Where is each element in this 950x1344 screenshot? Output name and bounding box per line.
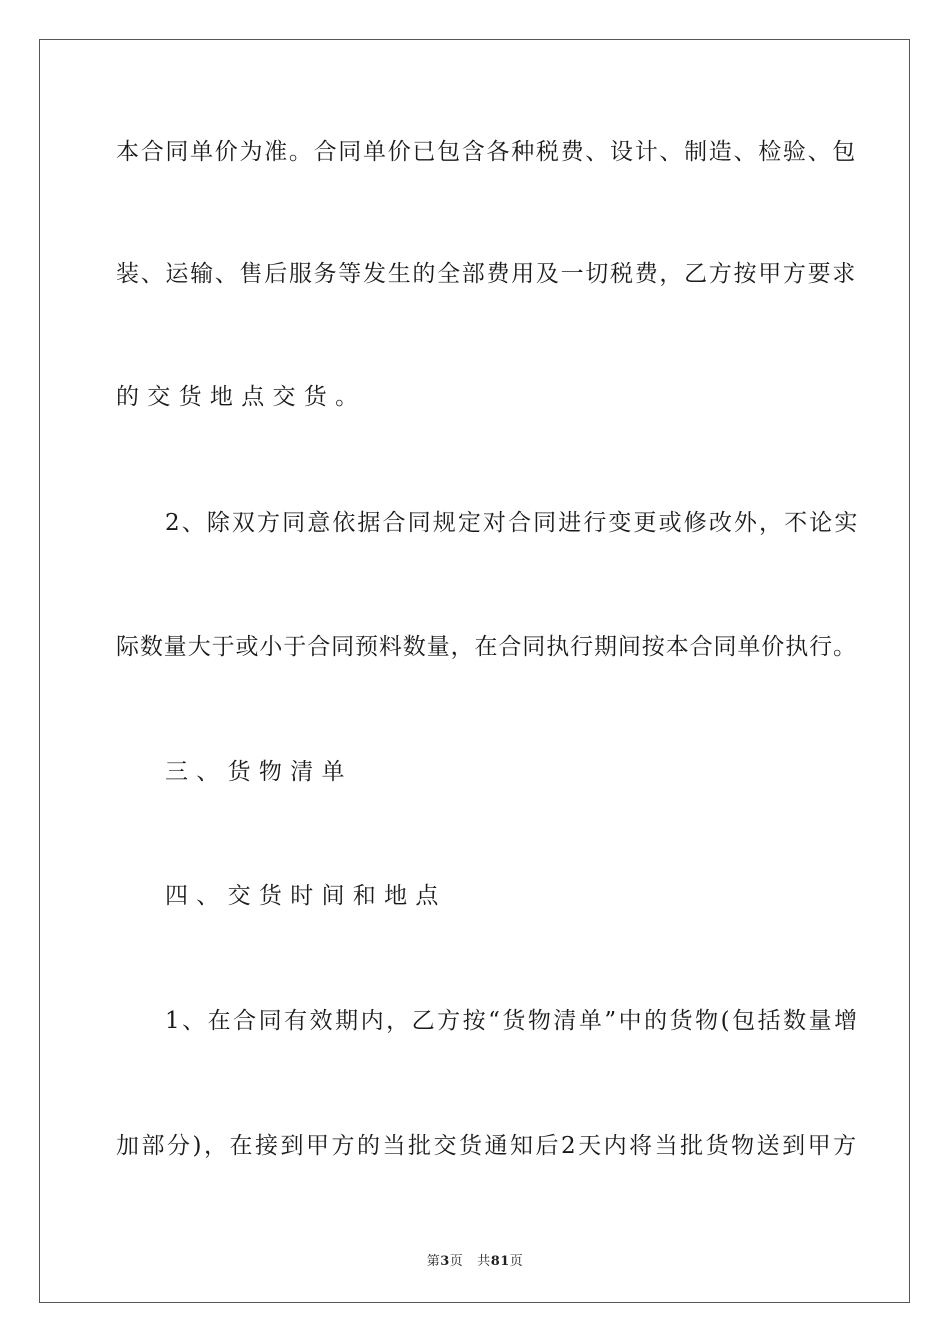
section-heading: 三、货物清单	[165, 759, 353, 785]
footer-page-number: 3	[440, 1254, 450, 1269]
body-text-line: 1、在合同有效期内，乙方按“货物清单”中的货物(包括数量增	[165, 1008, 860, 1034]
footer-total-suffix: 页	[509, 1254, 524, 1269]
body-text-line: 装、运输、售后服务等发生的全部费用及一切税费，乙方按甲方要求	[116, 261, 857, 287]
page-border	[39, 39, 910, 1303]
body-text-line: 加部分)，在接到甲方的当批交货通知后2天内将当批货物送到甲方	[116, 1133, 859, 1159]
footer-total-prefix: 共	[477, 1254, 491, 1269]
page-footer	[0, 1250, 950, 1269]
body-text-line: 本合同单价为准。合同单价已包含各种税费、设计、制造、检验、包	[116, 139, 857, 165]
footer-total-pages: 81	[490, 1254, 510, 1269]
section-heading: 四、交货时间和地点	[165, 883, 447, 909]
body-text-line: 际数量大于或小于合同预料数量，在合同执行期间按本合同单价执行。	[116, 634, 857, 660]
footer-page-suffix: 页	[449, 1254, 464, 1269]
body-text-line: 的交货地点交货。	[116, 384, 367, 410]
body-text-line: 2、除双方同意依据合同规定对合同进行变更或修改外，不论实	[165, 510, 860, 536]
footer-page-prefix: 第	[426, 1254, 441, 1269]
